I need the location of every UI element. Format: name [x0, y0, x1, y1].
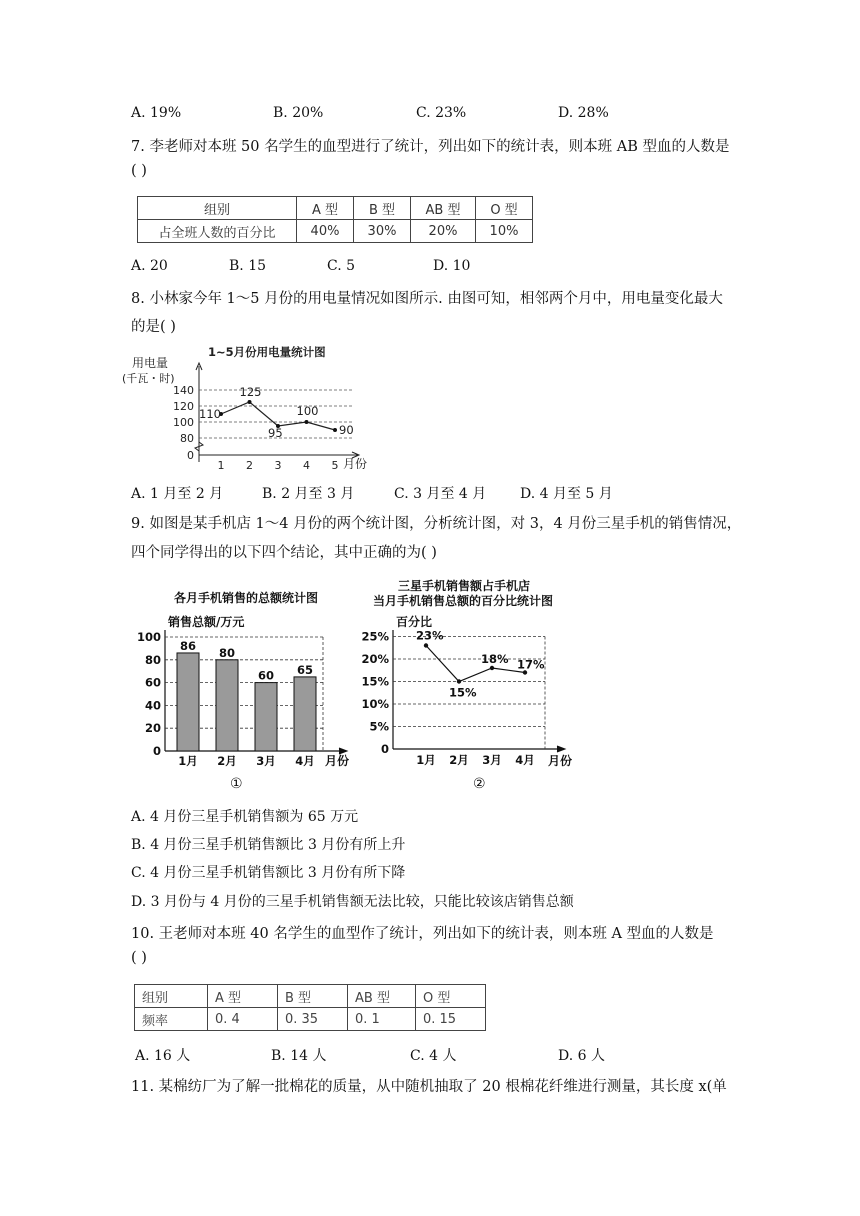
- x-tick-label: 4: [303, 459, 310, 472]
- q6-option-c: C. 23%: [416, 105, 467, 121]
- q10-option-c: C. 4 人: [410, 1048, 457, 1064]
- data-label: 80: [218, 645, 236, 660]
- data-label: 60: [257, 668, 275, 683]
- bar: [177, 653, 199, 751]
- data-label: 100: [296, 404, 319, 418]
- data-point: [333, 428, 337, 432]
- q7-stem-line1: 7. 李老师对本班 50 名学生的血型进行了统计，列出如下的统计表，则本班 AB 型血的人数是: [131, 139, 730, 155]
- table-cell: AB 型: [348, 985, 416, 1008]
- x-tick-label: 1月: [178, 754, 198, 768]
- table-row: [135, 1008, 486, 1031]
- y-axis-unit: (千瓦・时): [122, 372, 175, 385]
- chart-plot-area: [173, 363, 359, 472]
- table-cell: 组别: [138, 197, 297, 220]
- table-cell: 30%: [354, 220, 411, 243]
- q10-table: [134, 984, 486, 1031]
- q10-stem-line2: ( ): [131, 950, 147, 966]
- y-tick-label: 80: [144, 652, 161, 667]
- y-tick-label: 20: [144, 721, 161, 736]
- q7-option-a: A. 20: [131, 258, 168, 274]
- x-tick-label: 2月: [217, 754, 237, 768]
- x-tick-label: 4月: [295, 754, 315, 768]
- bar: [294, 677, 316, 751]
- x-axis-label: 月份: [325, 754, 350, 768]
- q10-option-b: B. 14 人: [271, 1048, 327, 1064]
- chart-marker: ①: [230, 776, 243, 792]
- q7-option-c: C. 5: [327, 258, 356, 274]
- data-point: [248, 400, 252, 404]
- q7-option-b: B. 15: [229, 258, 267, 274]
- table-cell: 占全班人数的百分比: [138, 220, 297, 243]
- data-label: 15%: [449, 685, 477, 700]
- table-cell: AB 型: [411, 197, 476, 220]
- q6-option-b: B. 20%: [273, 105, 324, 121]
- y-tick-label: 140: [173, 384, 194, 397]
- y-tick-label: 5%: [369, 719, 389, 734]
- y-axis-label: 百分比: [396, 615, 433, 629]
- q9-stem-line2: 四个同学得出的以下四个结论，其中正确的为( ): [131, 545, 437, 561]
- table-row: [138, 220, 533, 243]
- data-label: 17%: [517, 657, 545, 672]
- chart-title: 1~5月份用电量统计图: [208, 345, 326, 359]
- q10-option-d: D. 6 人: [558, 1048, 605, 1064]
- y-tick-label: 25%: [361, 629, 389, 644]
- y-tick-label: 60: [144, 675, 161, 690]
- y-tick-label: 80: [180, 432, 194, 445]
- q9-option-b: B. 4 月份三星手机销售额比 3 月份有所上升: [131, 837, 406, 853]
- q8-stem-line1: 8. 小林家今年 1～5 月份的用电量情况如图所示. 由图可知，相邻两个月中，用电量变化最大: [131, 291, 723, 307]
- y-tick-label: 100: [173, 416, 194, 429]
- data-label: 86: [179, 638, 197, 653]
- sales-bar-chart: [130, 580, 370, 795]
- x-axis-label: 月份: [548, 754, 573, 768]
- y-tick-label: 10%: [361, 697, 389, 711]
- y-tick-label: 40: [144, 698, 161, 713]
- table-cell: 0. 4: [208, 1008, 278, 1031]
- y-tick-label: 20%: [361, 652, 389, 666]
- y-tick-label: 0: [380, 742, 389, 756]
- q11-stem-line1: 11. 某棉纺厂为了解一批棉花的质量，从中随机抽取了 20 根棉花纤维进行测量，其长度 x(单: [131, 1079, 727, 1095]
- x-tick-label: 5: [331, 459, 339, 472]
- x-tick-label: 3: [274, 459, 282, 472]
- x-axis-arrow: [557, 746, 565, 752]
- table-cell: B 型: [278, 985, 348, 1008]
- q8-option-a: A. 1 月至 2 月: [131, 486, 224, 502]
- x-tick-label: 2月: [449, 753, 469, 767]
- data-point: [457, 679, 461, 683]
- x-tick-label: 1月: [416, 753, 436, 767]
- q7-option-d: D. 10: [433, 258, 471, 274]
- y-tick-label: 100: [136, 630, 161, 644]
- q10-option-a: A. 16 人: [135, 1048, 191, 1064]
- table-cell: 40%: [297, 220, 354, 243]
- x-axis-label: 月份: [343, 457, 368, 471]
- chart-plot-area: [136, 630, 350, 768]
- data-label: 18%: [481, 652, 509, 666]
- q7-table: [137, 196, 533, 243]
- table-cell: 10%: [476, 220, 533, 243]
- bar: [255, 683, 277, 751]
- bar: [216, 660, 238, 751]
- x-tick-label: 3月: [482, 753, 502, 767]
- q8-option-b: B. 2 月至 3 月: [262, 486, 355, 502]
- y-tick-label: 120: [173, 400, 194, 413]
- table-row: [138, 197, 533, 220]
- y-tick-label: 0: [187, 449, 194, 462]
- table-cell: A 型: [208, 985, 278, 1008]
- chart-marker: ②: [473, 776, 486, 792]
- chart-title-line2: 当月手机销售总额的百分比统计图: [373, 594, 554, 608]
- y-axis-label: 用电量: [132, 356, 169, 370]
- table-cell: 0. 1: [348, 1008, 416, 1031]
- data-label: 95: [268, 426, 283, 440]
- data-point: [490, 666, 494, 670]
- chart-title-line1: 三星手机销售额占手机店: [398, 579, 531, 593]
- chart-title: 各月手机销售的总额统计图: [174, 591, 319, 605]
- q9-option-c: C. 4 月份三星手机销售额比 3 月份有所下降: [131, 865, 406, 881]
- data-label: 90: [339, 423, 354, 437]
- data-label: 110: [199, 407, 221, 421]
- q6-option-a: A. 19%: [131, 105, 182, 121]
- data-label: 23%: [416, 628, 444, 643]
- data-label: 125: [239, 385, 262, 399]
- table-cell: O 型: [476, 197, 533, 220]
- table-row: [135, 985, 486, 1008]
- q9-stem-line1: 9. 如图是某手机店 1～4 月份的两个统计图，分析统计图，对 3，4 月份三星手机的销售情况，: [131, 516, 742, 532]
- data-point: [424, 643, 428, 647]
- y-axis-label: 销售总额/万元: [168, 615, 245, 629]
- table-cell: 0. 15: [416, 1008, 486, 1031]
- data-point: [305, 420, 309, 424]
- table-cell: 0. 35: [278, 1008, 348, 1031]
- x-tick-label: 1: [217, 459, 225, 472]
- table-cell: O 型: [416, 985, 486, 1008]
- q6-option-d: D. 28%: [558, 105, 609, 121]
- y-tick-label: 15%: [361, 674, 389, 689]
- x-tick-label: 2: [246, 459, 253, 472]
- table-cell: A 型: [297, 197, 354, 220]
- percentage-line-chart: [358, 574, 598, 795]
- q8-option-c: C. 3 月至 4 月: [394, 486, 487, 502]
- q10-stem-line1: 10. 王老师对本班 40 名学生的血型作了统计，列出如下的统计表，则本班 A 型血的人数是: [131, 926, 714, 942]
- y-tick-label: 0: [152, 744, 161, 758]
- q8-stem-line2: 的是( ): [131, 319, 176, 335]
- table-cell: 频率: [135, 1008, 208, 1031]
- q9-option-d: D. 3 月份与 4 月份的三星手机销售额无法比较，只能比较该店销售总额: [131, 894, 574, 910]
- table-cell: 组别: [135, 985, 208, 1008]
- table-cell: 20%: [411, 220, 476, 243]
- q7-stem-line2: ( ): [131, 163, 147, 179]
- q8-option-d: D. 4 月至 5 月: [520, 486, 613, 502]
- x-tick-label: 3月: [256, 754, 276, 768]
- data-label: 65: [296, 662, 314, 677]
- q9-option-a: A. 4 月份三星手机销售额为 65 万元: [131, 809, 359, 825]
- electricity-line-chart: [120, 340, 420, 475]
- x-tick-label: 4月: [515, 753, 535, 767]
- series-line: [426, 646, 525, 682]
- table-cell: B 型: [354, 197, 411, 220]
- chart-plot-area: [361, 629, 565, 768]
